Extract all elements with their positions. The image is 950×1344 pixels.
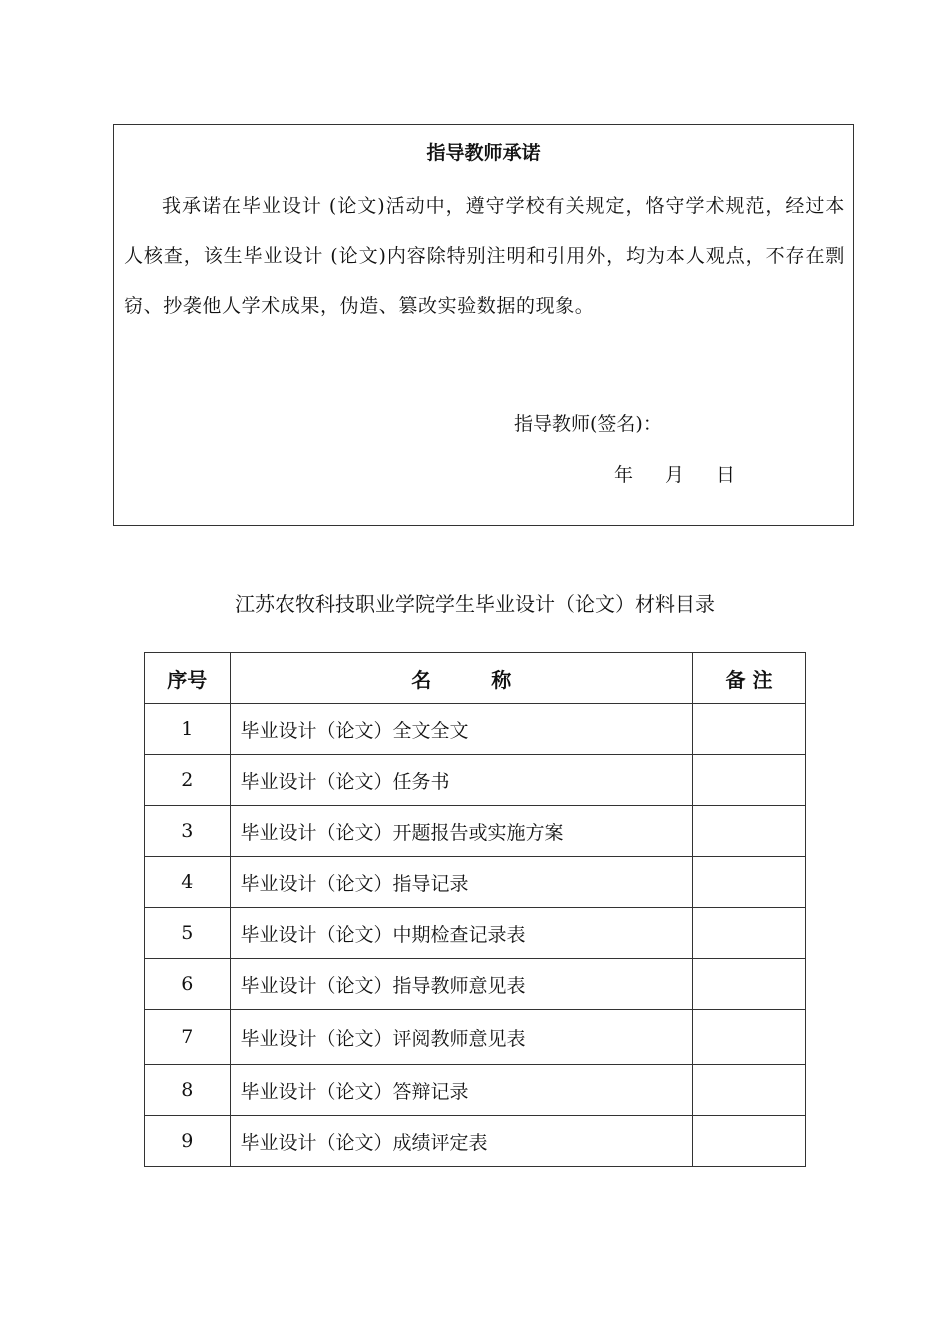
row-note bbox=[693, 806, 806, 857]
row-note bbox=[693, 857, 806, 908]
table-row bbox=[145, 959, 806, 1010]
catalog-title: 江苏农牧科技职业学院学生毕业设计（论文）材料目录 bbox=[235, 592, 715, 616]
table-row bbox=[145, 806, 806, 857]
advisor-signature-label: 指导教师(签名)： bbox=[514, 413, 662, 435]
row-no: 7 bbox=[145, 1010, 231, 1065]
advisor-pledge-box bbox=[113, 124, 854, 526]
date-year: 年 bbox=[614, 464, 634, 486]
header-no: 序号 bbox=[145, 653, 231, 704]
row-note bbox=[693, 1116, 806, 1167]
row-name: 毕业设计（论文）答辩记录 bbox=[230, 1065, 692, 1116]
row-no: 2 bbox=[145, 755, 231, 806]
row-name: 毕业设计（论文）全文全文 bbox=[230, 704, 692, 755]
row-name: 毕业设计（论文）成绩评定表 bbox=[230, 1116, 692, 1167]
row-note bbox=[693, 755, 806, 806]
row-note bbox=[693, 959, 806, 1010]
row-no: 4 bbox=[145, 857, 231, 908]
row-no: 8 bbox=[145, 1065, 231, 1116]
row-note bbox=[693, 704, 806, 755]
row-note bbox=[693, 1010, 806, 1065]
table-row bbox=[145, 857, 806, 908]
row-name: 毕业设计（论文）指导教师意见表 bbox=[230, 959, 692, 1010]
row-no: 9 bbox=[145, 1116, 231, 1167]
table-row bbox=[145, 1116, 806, 1167]
row-no: 1 bbox=[145, 704, 231, 755]
row-name: 毕业设计（论文）开题报告或实施方案 bbox=[230, 806, 692, 857]
row-note bbox=[693, 908, 806, 959]
table-row bbox=[145, 1065, 806, 1116]
row-no: 6 bbox=[145, 959, 231, 1010]
table-row bbox=[145, 755, 806, 806]
row-name: 毕业设计（论文）评阅教师意见表 bbox=[230, 1010, 692, 1065]
pledge-title: 指导教师承诺 bbox=[426, 142, 541, 164]
row-name: 毕业设计（论文）指导记录 bbox=[230, 857, 692, 908]
header-note: 备 注 bbox=[693, 653, 806, 704]
row-no: 3 bbox=[145, 806, 231, 857]
pledge-body: 我承诺在毕业设计 (论文)活动中，遵守学校有关规定，恪守学术规范，经过本人核查，该生毕业设计 (论文)内容除特别注明和引用外，均为本人观点，不存在剽窃、抄袭他人学术成果，伪造、篡改实验数据的现象。 bbox=[124, 195, 845, 317]
table-row bbox=[145, 1010, 806, 1065]
row-name: 毕业设计（论文）任务书 bbox=[230, 755, 692, 806]
table-row bbox=[145, 908, 806, 959]
signature-date bbox=[614, 460, 735, 490]
row-name: 毕业设计（论文）中期检查记录表 bbox=[230, 908, 692, 959]
row-note bbox=[693, 1065, 806, 1116]
materials-catalog-table bbox=[144, 652, 806, 1167]
date-day: 日 bbox=[716, 464, 736, 486]
row-no: 5 bbox=[145, 908, 231, 959]
table-row bbox=[145, 704, 806, 755]
table-header-row bbox=[145, 653, 806, 704]
header-name: 名 称 bbox=[230, 653, 692, 704]
date-month: 月 bbox=[665, 464, 685, 486]
